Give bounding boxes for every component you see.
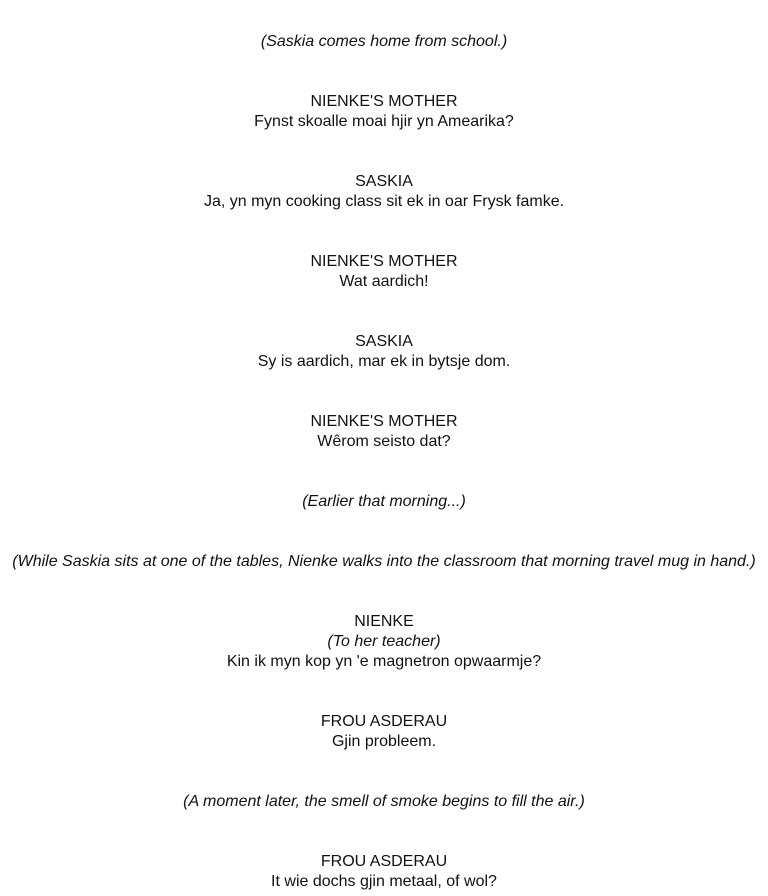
character-name-nienke: NIENKE (354, 613, 414, 630)
character-name-nienkes-mother: NIENKE'S MOTHER (310, 93, 458, 110)
dialogue-line: It wie dochs gjin metaal, of wol? (271, 873, 497, 890)
stage-direction-earlier-morning: (Earlier that morning...) (302, 493, 466, 510)
parenthetical-to-her-teacher: (To her teacher) (327, 633, 441, 650)
character-name-saskia: SASKIA (355, 173, 413, 190)
character-name-nienkes-mother: NIENKE'S MOTHER (310, 413, 458, 430)
character-name-saskia: SASKIA (355, 333, 413, 350)
dialogue-line: Gjin probleem. (331, 733, 437, 750)
dialogue-line: Wat aardich! (339, 273, 429, 290)
character-name-nienkes-mother: NIENKE'S MOTHER (310, 253, 458, 270)
stage-direction-smoke: (A moment later, the smell of smoke begins to fill the air.) (183, 793, 585, 810)
dialogue-line: Sy is aardich, mar ek in bytsje dom. (257, 353, 511, 370)
character-name-frou-asderau: FROU ASDERAU (320, 853, 448, 870)
character-name-frou-asderau: FROU ASDERAU (320, 713, 448, 730)
dialogue-line: Kin ik myn kop yn 'e magnetron opwaarmje? (226, 653, 542, 670)
stage-direction-comes-home: (Saskia comes home from school.) (260, 33, 508, 50)
dialogue-line: Ja, yn myn cooking class sit ek in oar Frysk famke. (203, 193, 565, 210)
dialogue-line: Wêrom seisto dat? (317, 433, 451, 450)
stage-direction-classroom: (While Saskia sits at one of the tables, Nienke walks into the classroom that morning travel mug in hand.) (12, 553, 756, 570)
dialogue-line: Fynst skoalle moai hjir yn Amearika? (254, 113, 514, 130)
